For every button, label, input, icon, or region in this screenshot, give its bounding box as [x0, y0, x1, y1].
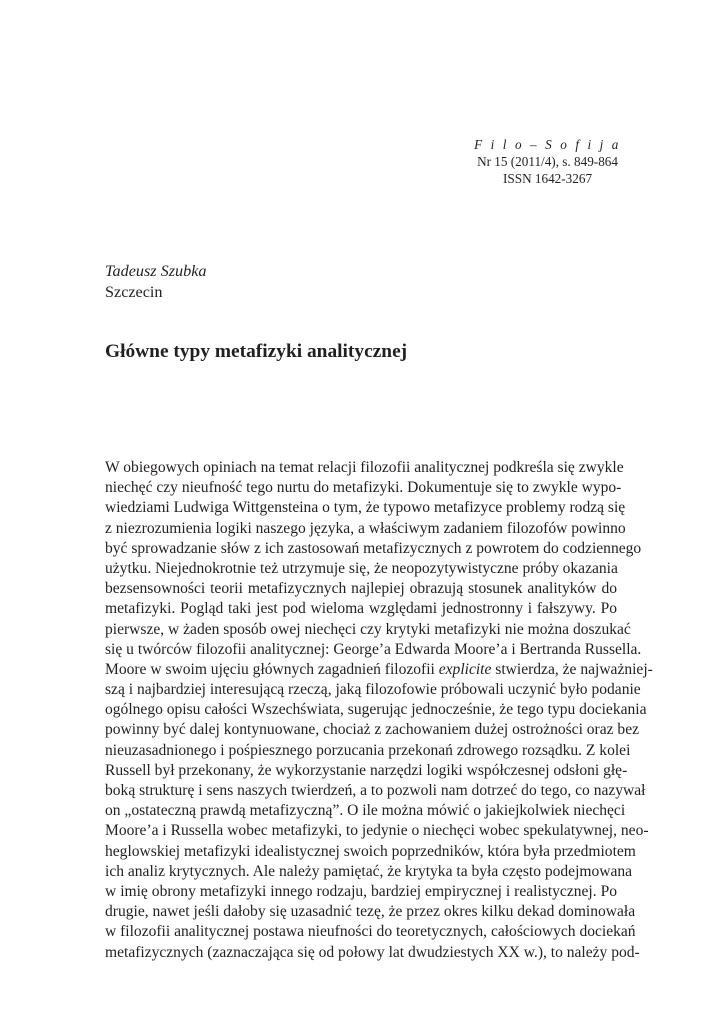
author-affiliation: Szczecin — [105, 283, 163, 301]
body-line: on „ostateczną prawdą metafizyczną”. O ile można mówić o jakiejkolwiek niechęci — [105, 802, 626, 820]
article-title: Główne typy metafizyki analitycznej — [105, 341, 408, 362]
body-line: drugie, nawet jeśli dałoby się uzasadnić tezę, że przez okres kilku dekad dominowała — [105, 903, 636, 921]
body-line: powinny być dalej kontynuowane, chociaż z zachowaniem dużej ostrożności oraz bez — [105, 721, 639, 739]
body-line-segment: stwierdza, że najważniej- — [491, 660, 653, 678]
body-line: być sprowadzanie słów z ich zastosowań metafizycznych z powrotem do codziennego — [105, 539, 642, 557]
emphasis-explicite: explicite — [438, 660, 492, 678]
body-line: metafizycznych (zaznaczająca się od połowy lat dwudziestych XX w.), to należy pod- — [105, 943, 640, 961]
journal-issn: ISSN 1642-3267 — [503, 171, 593, 186]
body-line: ogólnego opisu całości Wszechświata, sugerując jednocześnie, że tego typu dociekania — [105, 701, 647, 719]
body-line: w imię obrony metafizyki innego rodzaju, bardziej empirycznej i realistycznej. Po — [105, 882, 617, 900]
body-line-with-emphasis — [105, 660, 653, 680]
body-line: nieuzasadnionego i pośpiesznego porzucania przekonań zdrowego rozsądku. Z kolei — [105, 741, 631, 759]
body-line: w filozofii analitycznej postawa nieufności do teoretycznych, całościowych dociekań — [105, 923, 636, 941]
body-line: boką strukturę i sens naszych twierdzeń, a to pozwoli nam dotrzeć do tego, co nazywał — [105, 782, 646, 799]
body-line: Moore’a i Russella wobec metafizyki, to jedynie o niechęci wobec spekulatywnej, neo- — [105, 822, 649, 840]
author-name: Tadeusz Szubka — [105, 262, 207, 280]
body-line: W obiegowych opiniach na temat relacji filozofii analitycznej podkreśla się zwykle — [105, 459, 624, 476]
body-line: pierwsze, w żaden sposób owej niechęci czy krytyki metafizyki nie można doszukać — [105, 620, 631, 638]
body-line: z niezrozumienia logiki naszego języka, a właściwym zadaniem filozofów powinno — [105, 519, 626, 537]
body-line: bezsensowności teorii metafizycznych najlepiej obrazują stosunek analityków do — [105, 580, 617, 598]
body-line: niechęć czy nieufność tego nurtu do metafizyki. Dokumentuje się to zwykle wypo- — [105, 479, 622, 497]
article-body — [105, 458, 653, 963]
body-line: metafizyki. Pogląd taki jest pod wieloma względami jednostronny i fałszywy. Po — [105, 600, 617, 618]
body-line: się u twórców filozofii analitycznej: George’a Edwarda Moore’a i Bertranda Russella. — [105, 640, 642, 658]
body-line: heglowskiej metafizyki idealistycznej swoich poprzedników, która była przedmiotem — [105, 842, 636, 860]
body-line-segment: Moore w swoim ujęciu głównych zagadnień filozofii — [105, 660, 439, 678]
body-line: użytku. Niejednokrotnie też utrzymuje się, że neopozytywistyczne próby okazania — [105, 559, 618, 577]
journal-header — [474, 136, 621, 187]
journal-issue: Nr 15 (2011/4), s. 849-864 — [477, 154, 618, 169]
journal-name: F i l o – S o f i j a — [474, 137, 621, 152]
body-line: wiedziami Ludwiga Wittgensteina o tym, że typowo metafizyce problemy rodzą się — [105, 499, 626, 517]
author-block — [105, 261, 207, 303]
body-line: Russell był przekonany, że wykorzystanie narzędzi logiki współczesnej odsłoni głę- — [105, 761, 628, 779]
body-line: ich analiz krytycznych. Ale należy pamiętać, że krytyka ta była często podejmowana — [105, 862, 633, 880]
body-line: szą i najbardziej interesującą rzeczą, jaką filozofowie próbowali uczynić było podanie — [105, 681, 641, 699]
